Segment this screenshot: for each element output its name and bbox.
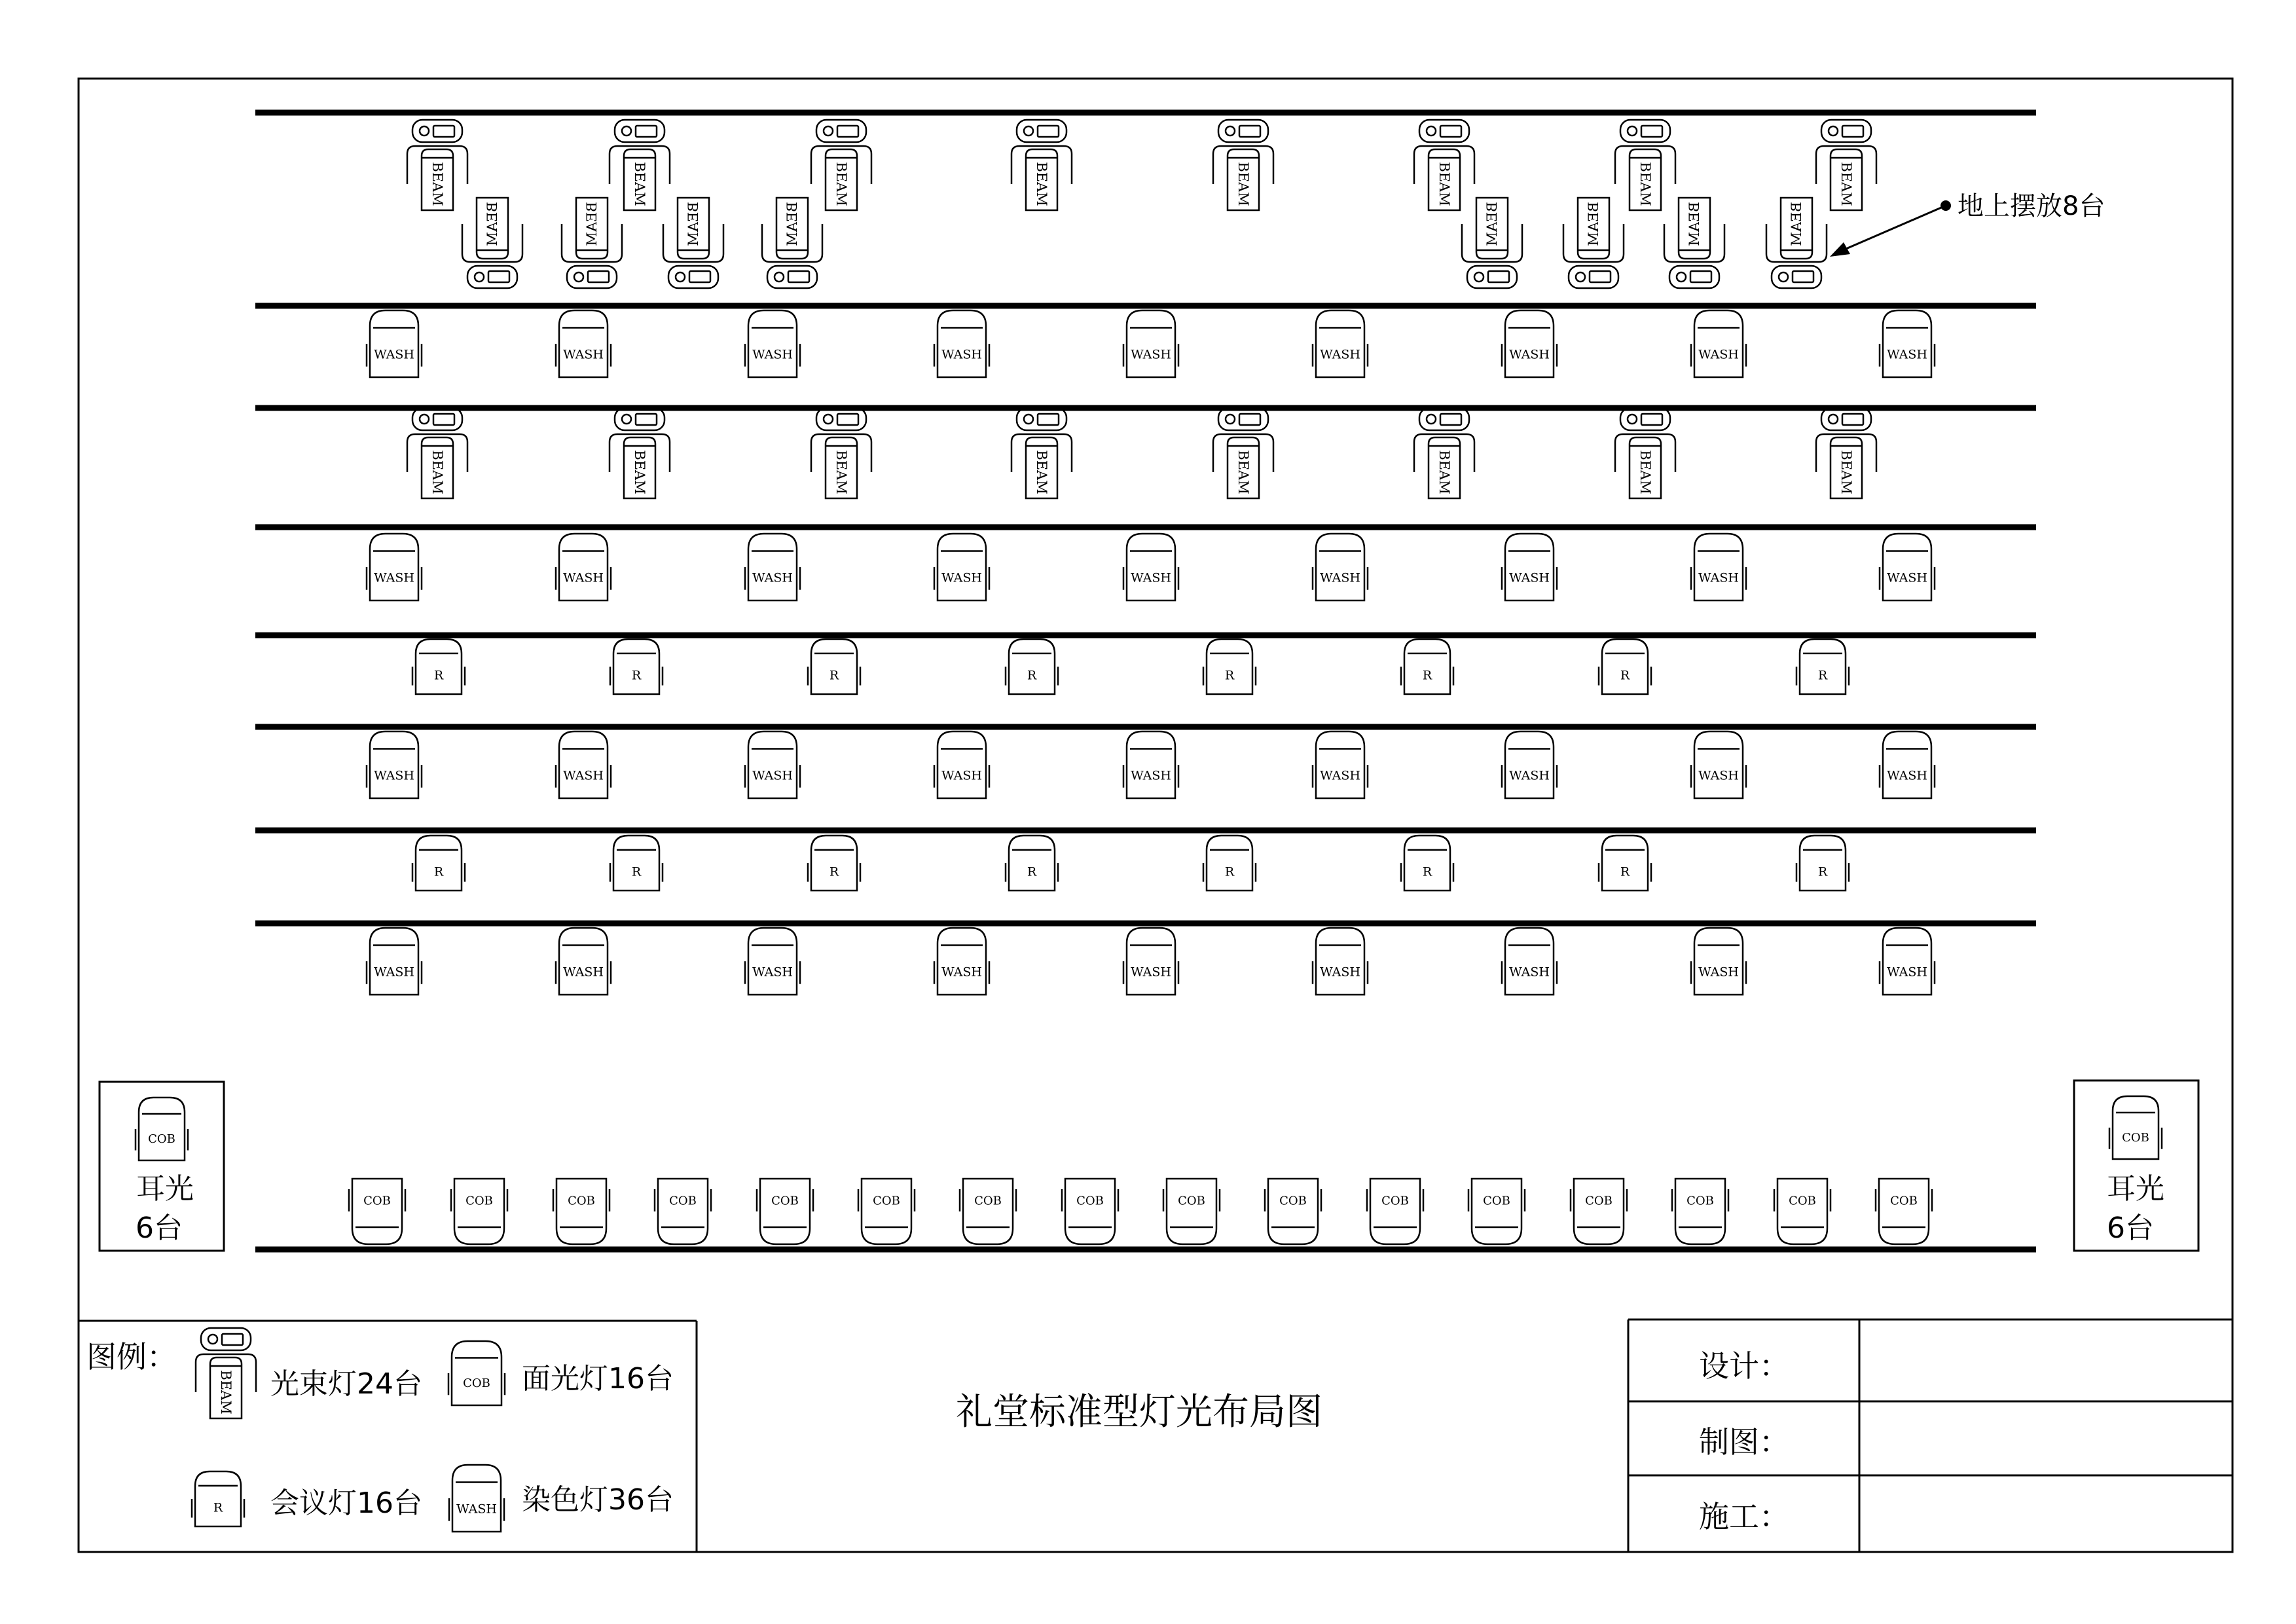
cob-light: [757, 1179, 813, 1244]
fixture-label: WASH: [1320, 347, 1360, 362]
cob-icon: [136, 1098, 188, 1160]
fixture-label: COB: [669, 1194, 697, 1208]
wash-light: [1123, 534, 1178, 600]
fixture-label: WASH: [1131, 347, 1171, 362]
beam-light-floor: [562, 198, 622, 288]
fixture-label: WASH: [374, 570, 414, 585]
fixture-label: BEAM: [685, 202, 701, 246]
wash-light: [934, 534, 989, 600]
fixture-label: COB: [873, 1194, 900, 1208]
beam-light: [1816, 120, 1876, 210]
wash-light: [1691, 534, 1746, 600]
floor-note: 地上摆放8台: [1958, 191, 2105, 221]
meeting-light: [1599, 836, 1651, 891]
fixture-label: R: [829, 668, 839, 683]
fixture-label: COB: [463, 1376, 490, 1391]
fixture-layer: [136, 120, 2162, 1244]
side-light-count: 6台: [136, 1211, 183, 1245]
fixture-label: R: [1817, 668, 1828, 683]
wash-icon: [449, 1465, 504, 1532]
fixture-label: WASH: [1509, 965, 1550, 980]
fixture-label: COB: [1789, 1194, 1816, 1208]
wash-light: [1123, 928, 1178, 995]
wash-light: [556, 731, 611, 798]
wash-light: [1502, 534, 1557, 600]
wash-light: [1880, 928, 1935, 995]
beam-light: [610, 120, 670, 210]
beam-light: [1615, 120, 1675, 210]
meeting-light: [1203, 639, 1256, 694]
side-light-right: [2074, 1080, 2198, 1251]
wash-light: [1313, 534, 1368, 600]
leader-line: [1838, 206, 1946, 252]
wash-light: [1502, 731, 1557, 798]
wash-light: [1502, 928, 1557, 995]
wash-light: [745, 731, 800, 798]
fixture-label: R: [1027, 668, 1037, 683]
cob-light: [960, 1179, 1016, 1244]
beam-light: [1213, 408, 1273, 498]
beam-light-floor: [1664, 198, 1724, 288]
fixture-label: R: [433, 668, 444, 683]
fixture-label: BEAM: [1436, 162, 1452, 206]
fixture-label: BEAM: [632, 162, 647, 206]
drawing-title: 礼堂标准型灯光布局图: [956, 1391, 1322, 1433]
meeting-light: [610, 836, 663, 891]
cob-light: [451, 1179, 507, 1244]
fixture-label: BEAM: [429, 162, 445, 206]
fixture-label: R: [829, 864, 839, 879]
wash-light: [934, 928, 989, 995]
meeting-light: [1401, 836, 1453, 891]
beam-light-floor: [1563, 198, 1624, 288]
meeting-icon: [192, 1471, 244, 1526]
wash-light: [1691, 310, 1746, 377]
fixture-label: WASH: [1509, 570, 1550, 585]
fixture-label: BEAM: [632, 450, 647, 494]
fixture-label: R: [1224, 668, 1235, 683]
fixture-label: COB: [363, 1194, 391, 1208]
beam-light: [610, 408, 670, 498]
fixture-label: BEAM: [1235, 162, 1251, 206]
fixture-label: BEAM: [1436, 450, 1452, 494]
fixture-label: BEAM: [1484, 202, 1500, 246]
wash-light: [1691, 928, 1746, 995]
wash-light: [556, 310, 611, 377]
cob-light: [1672, 1179, 1728, 1244]
fixture-label: COB: [974, 1194, 1002, 1208]
fixture-label: BEAM: [1686, 202, 1702, 246]
floor-note-annotation: [1830, 191, 2105, 257]
cob-icon: [2109, 1096, 2162, 1159]
cob-light: [553, 1179, 610, 1244]
legend-title: 图例：: [86, 1339, 177, 1375]
cob-light: [349, 1179, 405, 1244]
meeting-light: [1796, 639, 1849, 694]
side-light-count: 6台: [2107, 1211, 2154, 1245]
fixture-label: BEAM: [429, 450, 445, 494]
legend-item-meeting: 会议灯16台: [270, 1486, 422, 1520]
fixture-label: COB: [1890, 1194, 1918, 1208]
beam-light-floor: [762, 198, 822, 288]
fixture-label: WASH: [374, 965, 414, 980]
wash-light: [1313, 731, 1368, 798]
fixture-label: R: [1027, 864, 1037, 879]
fixture-label: BEAM: [1586, 202, 1601, 246]
beam-light: [1816, 408, 1876, 498]
title-block-label-design: 设计：: [1699, 1348, 1789, 1384]
wash-light: [367, 928, 422, 995]
fixture-label: R: [1620, 864, 1630, 879]
beam-light-floor: [462, 198, 522, 288]
fixture-label: COB: [771, 1194, 799, 1208]
side-light-left: [100, 1082, 224, 1251]
fixture-label: COB: [1585, 1194, 1613, 1208]
fixture-label: COB: [1076, 1194, 1104, 1208]
leader-arrow: [1830, 242, 1850, 257]
cob-light: [858, 1179, 915, 1244]
fixture-label: BEAM: [1637, 450, 1653, 494]
fixture-label: WASH: [1131, 965, 1171, 980]
beam-light-floor: [1462, 198, 1522, 288]
fixture-label: WASH: [374, 347, 414, 362]
fixture-label: COB: [148, 1132, 175, 1146]
cob-light: [1876, 1179, 1932, 1244]
fixture-label: WASH: [1887, 768, 1927, 783]
fixture-label: BEAM: [584, 202, 600, 246]
fixture-label: BEAM: [1034, 450, 1049, 494]
leader-dot: [1941, 200, 1951, 211]
meeting-light: [1796, 836, 1849, 891]
legend-item-beam: 光束灯24台: [270, 1367, 422, 1401]
wash-light: [1502, 310, 1557, 377]
meeting-light: [610, 639, 663, 694]
beam-light: [1414, 120, 1474, 210]
cob-light: [1062, 1179, 1118, 1244]
wash-light: [556, 928, 611, 995]
fixture-label: BEAM: [833, 450, 849, 494]
wash-light: [367, 534, 422, 600]
legend-item-cob: 面光灯16台: [522, 1362, 674, 1395]
fixture-label: WASH: [1698, 768, 1739, 783]
fixture-label: BEAM: [1034, 162, 1049, 206]
fixture-label: WASH: [941, 965, 982, 980]
fixture-label: WASH: [1698, 570, 1739, 585]
fixture-label: WASH: [752, 570, 793, 585]
wash-light: [1880, 731, 1935, 798]
fixture-label: BEAM: [1789, 202, 1804, 246]
fixture-label: WASH: [1887, 965, 1927, 980]
cob-light: [655, 1179, 711, 1244]
fixture-label: COB: [2122, 1130, 2149, 1145]
fixture-label: BEAM: [484, 202, 500, 246]
fixture-label: WASH: [1887, 347, 1927, 362]
wash-light: [745, 310, 800, 377]
fixture-label: WASH: [374, 768, 414, 783]
fixture-label: R: [1620, 668, 1630, 683]
legend-item-wash: 染色灯36台: [522, 1483, 674, 1517]
drawing-frame: [79, 79, 2232, 1552]
fixture-label: BEAM: [1235, 450, 1251, 494]
wash-light: [1123, 731, 1178, 798]
wash-light: [1123, 310, 1178, 377]
meeting-light: [1006, 639, 1058, 694]
side-light-label: 耳光: [2107, 1172, 2164, 1206]
meeting-light: [808, 639, 860, 694]
fixture-label: BEAM: [784, 202, 800, 246]
fixture-label: COB: [1686, 1194, 1714, 1208]
fixture-label: WASH: [1320, 965, 1360, 980]
wash-light: [367, 310, 422, 377]
wash-light: [745, 928, 800, 995]
fixture-label: COB: [1279, 1194, 1307, 1208]
fixture-label: R: [631, 668, 642, 683]
beam-light: [1213, 120, 1273, 210]
fixture-label: WASH: [1320, 768, 1360, 783]
fixture-label: COB: [1483, 1194, 1510, 1208]
meeting-light: [412, 639, 465, 694]
beam-light: [407, 408, 467, 498]
fixture-label: R: [1224, 864, 1235, 879]
fixture-label: WASH: [1509, 347, 1550, 362]
beam-light: [1615, 408, 1675, 498]
cob-icon: [448, 1341, 505, 1405]
fixture-label: WASH: [1698, 347, 1739, 362]
fixture-label: WASH: [1320, 570, 1360, 585]
meeting-light: [1401, 639, 1453, 694]
fixture-label: BEAM: [1637, 162, 1653, 206]
meeting-light: [412, 836, 465, 891]
fixture-label: WASH: [941, 347, 982, 362]
fixture-label: R: [1422, 864, 1432, 879]
wash-light: [934, 310, 989, 377]
beam-light: [811, 120, 871, 210]
meeting-light: [1006, 836, 1058, 891]
fixture-label: R: [213, 1500, 223, 1515]
fixture-label: WASH: [1131, 570, 1171, 585]
wash-light: [1313, 928, 1368, 995]
fixture-label: BEAM: [1838, 450, 1854, 494]
cob-light: [1571, 1179, 1627, 1244]
fixture-label: COB: [1178, 1194, 1205, 1208]
cob-light: [1774, 1179, 1831, 1244]
wash-light: [1880, 534, 1935, 600]
fixture-label: WASH: [563, 768, 604, 783]
fixture-label: WASH: [563, 965, 604, 980]
fixture-label: WASH: [1131, 768, 1171, 783]
wash-light: [556, 534, 611, 600]
truss-bars: [255, 113, 2036, 1249]
wash-light: [1880, 310, 1935, 377]
cob-light: [1468, 1179, 1525, 1244]
fixture-label: WASH: [941, 768, 982, 783]
beam-light: [1011, 408, 1072, 498]
wash-light: [367, 731, 422, 798]
cob-light: [1265, 1179, 1321, 1244]
fixture-label: BEAM: [833, 162, 849, 206]
fixture-label: WASH: [1887, 570, 1927, 585]
title-block-label-drafting: 制图：: [1699, 1424, 1789, 1460]
meeting-light: [1203, 836, 1256, 891]
fixture-label: R: [433, 864, 444, 879]
meeting-light: [808, 836, 860, 891]
fixture-label: WASH: [1509, 768, 1550, 783]
beam-light: [1414, 408, 1474, 498]
side-light-label: 耳光: [136, 1172, 194, 1206]
beam-icon: [196, 1328, 256, 1418]
legend: [79, 1321, 697, 1552]
beam-light-floor: [663, 198, 723, 288]
fixture-label: R: [631, 864, 642, 879]
fixture-label: R: [1422, 668, 1432, 683]
fixture-label: WASH: [563, 347, 604, 362]
wash-light: [1691, 731, 1746, 798]
beam-light: [1011, 120, 1072, 210]
beam-light: [407, 120, 467, 210]
fixture-label: WASH: [456, 1502, 497, 1517]
fixture-label: COB: [568, 1194, 595, 1208]
fixture-label: WASH: [752, 965, 793, 980]
wash-light: [1313, 310, 1368, 377]
fixture-label: COB: [465, 1194, 493, 1208]
fixture-label: WASH: [752, 768, 793, 783]
fixture-label: COB: [1381, 1194, 1409, 1208]
beam-light-floor: [1766, 198, 1827, 288]
cob-light: [1367, 1179, 1423, 1244]
fixture-label: BEAM: [218, 1370, 234, 1414]
fixture-label: WASH: [941, 570, 982, 585]
fixture-label: WASH: [1698, 965, 1739, 980]
wash-light: [934, 731, 989, 798]
fixture-label: WASH: [563, 570, 604, 585]
fixture-label: BEAM: [1838, 162, 1854, 206]
meeting-light: [1599, 639, 1651, 694]
fixture-label: WASH: [752, 347, 793, 362]
beam-light: [811, 408, 871, 498]
wash-light: [745, 534, 800, 600]
title-block-label-construction: 施工：: [1699, 1499, 1789, 1534]
fixture-label: R: [1817, 864, 1828, 879]
cob-light: [1163, 1179, 1220, 1244]
